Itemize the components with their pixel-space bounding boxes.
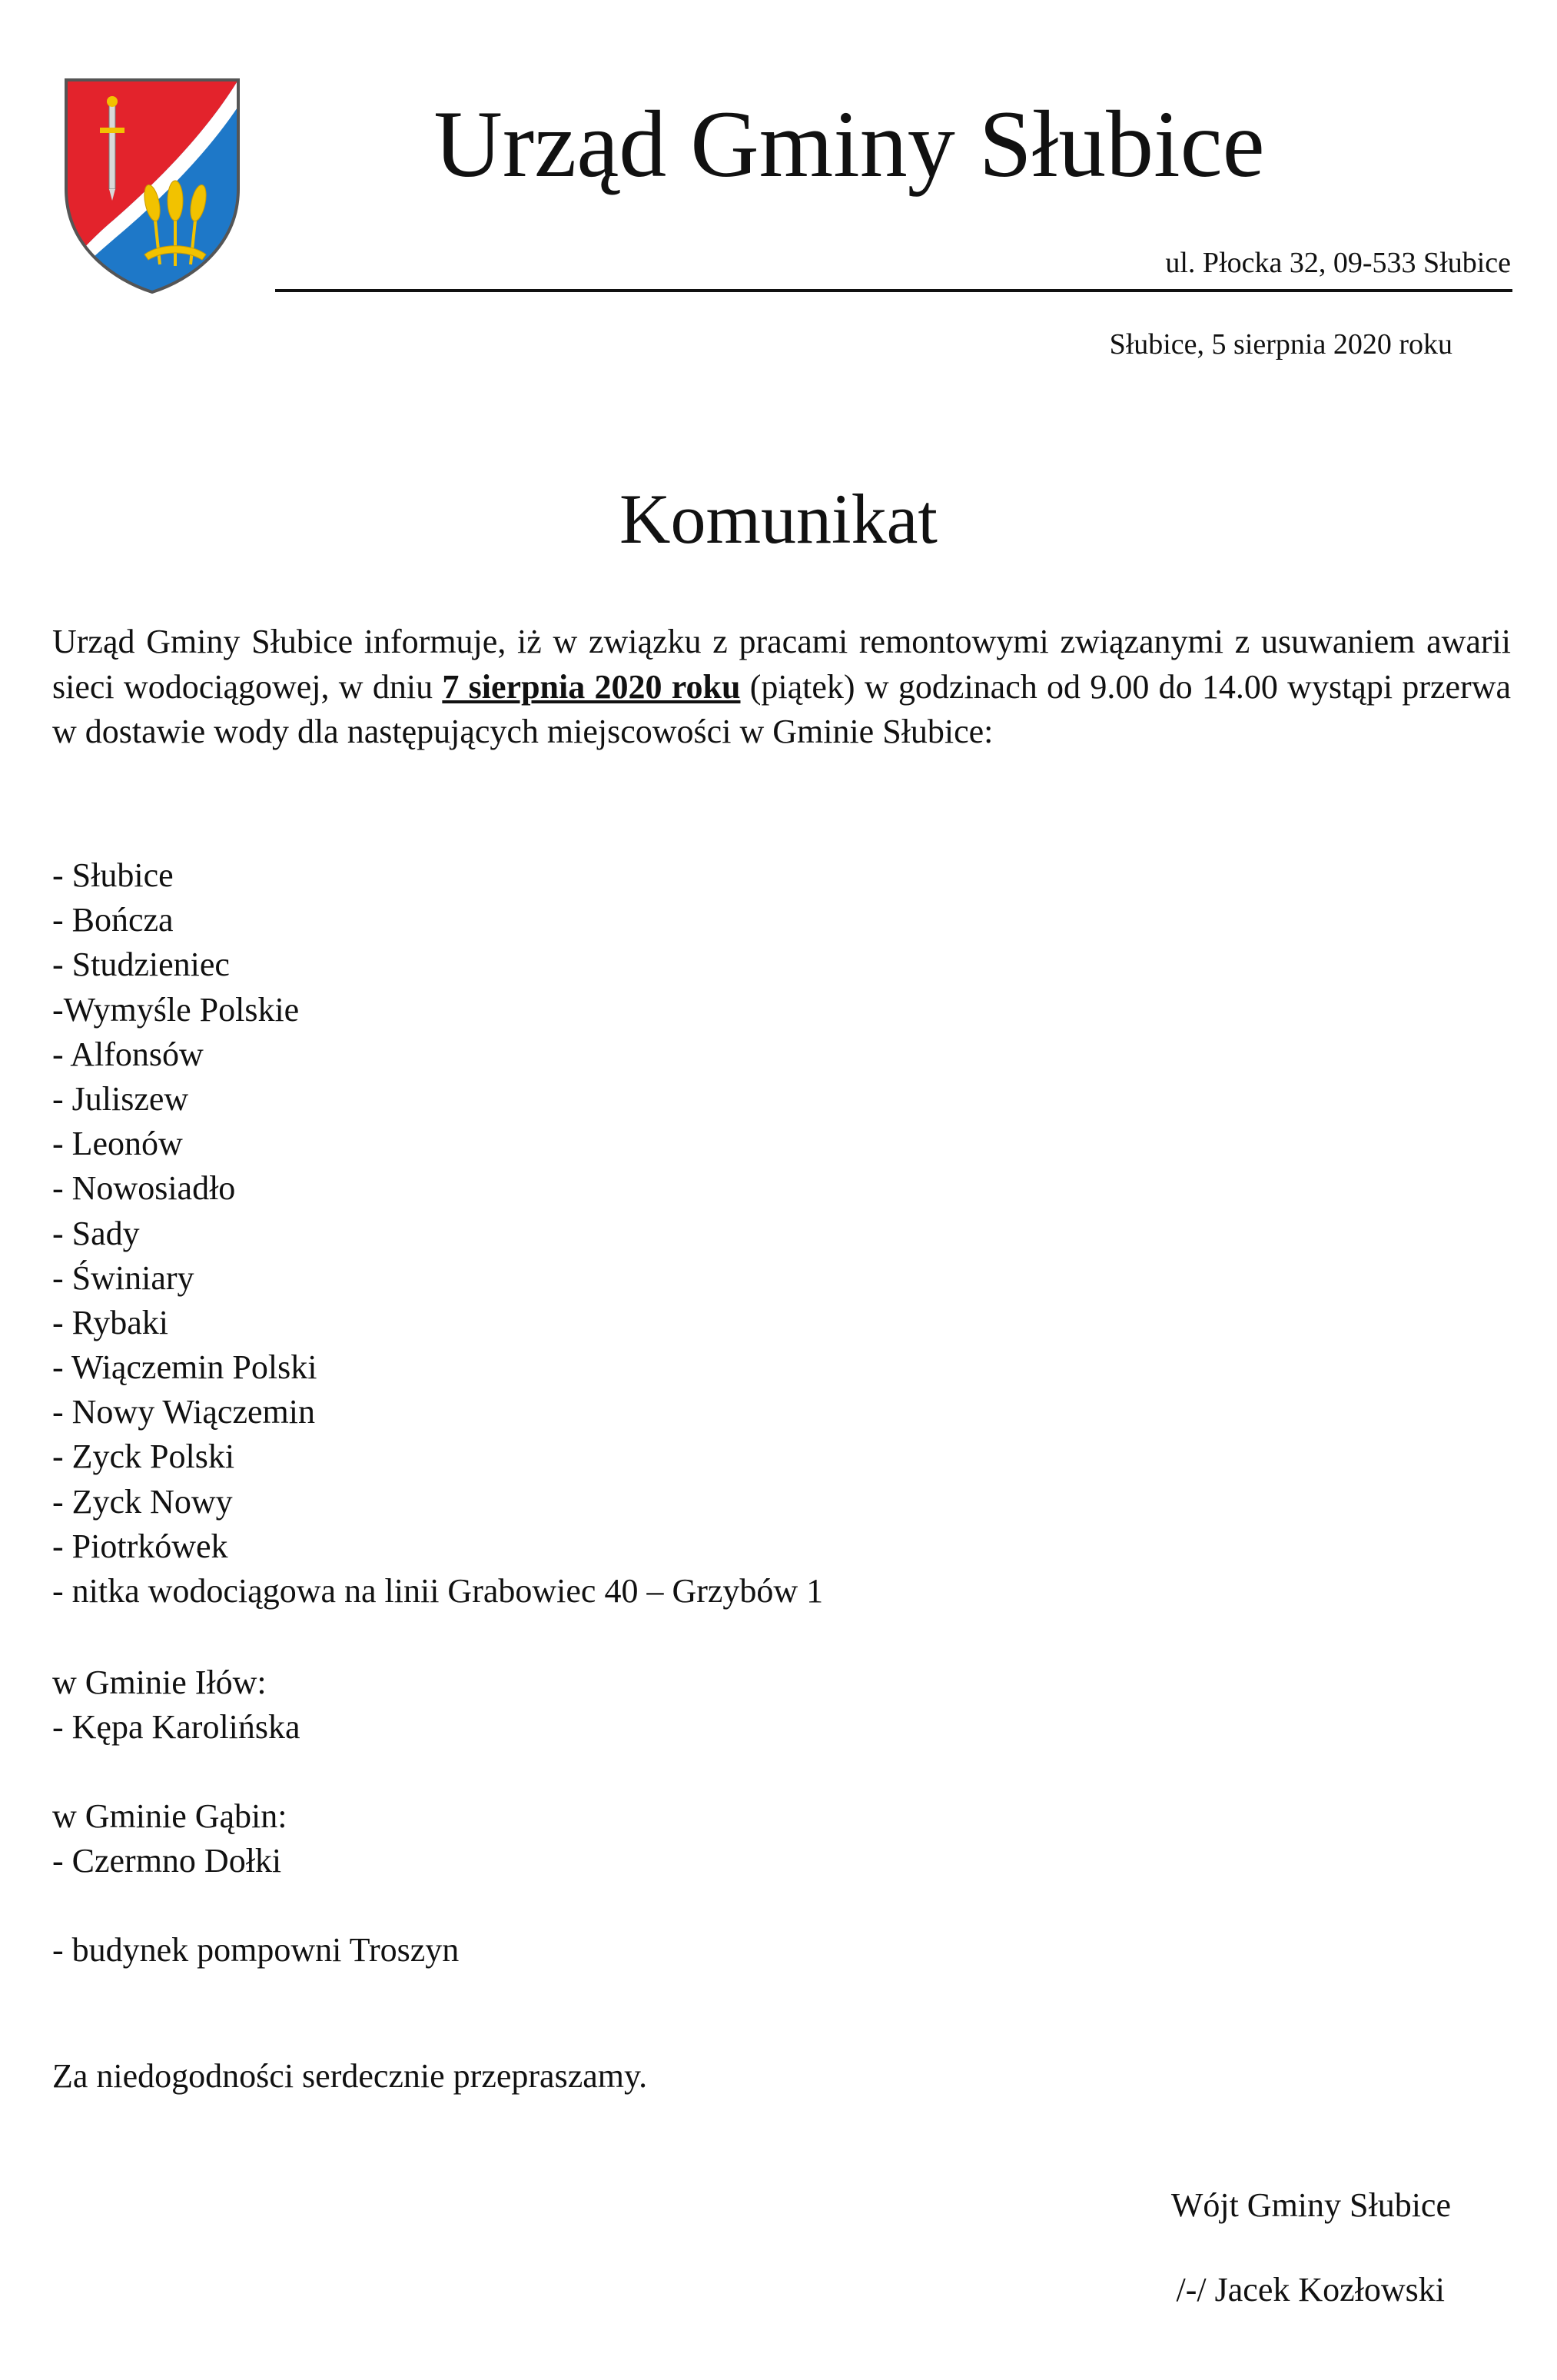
list-item: - Świniary (52, 1258, 194, 1297)
header-divider (275, 289, 1512, 292)
list-item: - Kępa Karolińska (52, 1708, 300, 1747)
list-item: - Piotrkówek (52, 1527, 228, 1565)
extra-section (52, 1928, 1359, 1973)
signature-title: Wójt Gminy Słubice (1170, 2186, 1451, 2224)
ilow-heading: w Gminie Iłów: (52, 1664, 267, 1701)
ilow-section (52, 1660, 1359, 1750)
gabin-section (52, 1794, 1359, 1883)
list-item: - Czermno Dołki (52, 1842, 282, 1880)
intro-date-highlight: 7 sierpnia 2020 roku (442, 667, 741, 706)
list-item: - Nowy Wiączemin (52, 1393, 315, 1431)
list-item: - Rybaki (52, 1303, 168, 1341)
slubice-localities-list (52, 853, 1359, 1614)
office-title: Urząd Gminy Słubice (433, 91, 1265, 197)
intro-text-part2: (piątek) w godzinach od 9.00 do 14.00 wystąpi przerwa w dostawie wody dla następujących miejscowości w Gminie Słubice: (52, 667, 1512, 750)
list-item: - Nowosiadło (52, 1169, 236, 1208)
list-item: - Juliszew (52, 1079, 189, 1118)
document-title: Komunikat (619, 480, 938, 558)
signature-name: /-/ Jacek Kozłowski (1176, 2271, 1445, 2309)
list-item: - Słubice (52, 856, 174, 894)
list-item: - Bończa (52, 901, 174, 939)
list-item: - nitka wodociągowa na linii Grabowiec 40 – Grzybów 1 (52, 1572, 824, 1610)
list-item: - Zyck Polski (52, 1438, 235, 1476)
list-item: - Studzieniec (52, 946, 230, 984)
document-date: Słubice, 5 sierpnia 2020 roku (1109, 328, 1452, 361)
list-item: - budynek pompowni Troszyn (52, 1931, 460, 1969)
list-item: - Leonów (52, 1125, 183, 1163)
list-item: -Wymyśle Polskie (52, 990, 300, 1029)
intro-paragraph (52, 620, 1511, 755)
list-item: - Alfonsów (52, 1035, 204, 1073)
intro-text-part1: Urząd Gminy Słubice informuje, iż w związku z pracami remontowymi związanymi z usuwaniem awarii sieci wodociągowej, w dniu (52, 623, 1511, 706)
coat-of-arms-logo (60, 74, 244, 297)
list-item: - Zyck Nowy (52, 1482, 233, 1521)
list-item: - Wiączemin Polski (52, 1348, 317, 1387)
closing-sentence: Za niedogodności serdecznie przepraszamy. (52, 2057, 648, 2095)
gabin-heading: w Gminie Gąbin: (52, 1797, 287, 1835)
list-item: - Sady (52, 1214, 140, 1252)
office-address: ul. Płocka 32, 09-533 Słubice (1165, 247, 1511, 279)
